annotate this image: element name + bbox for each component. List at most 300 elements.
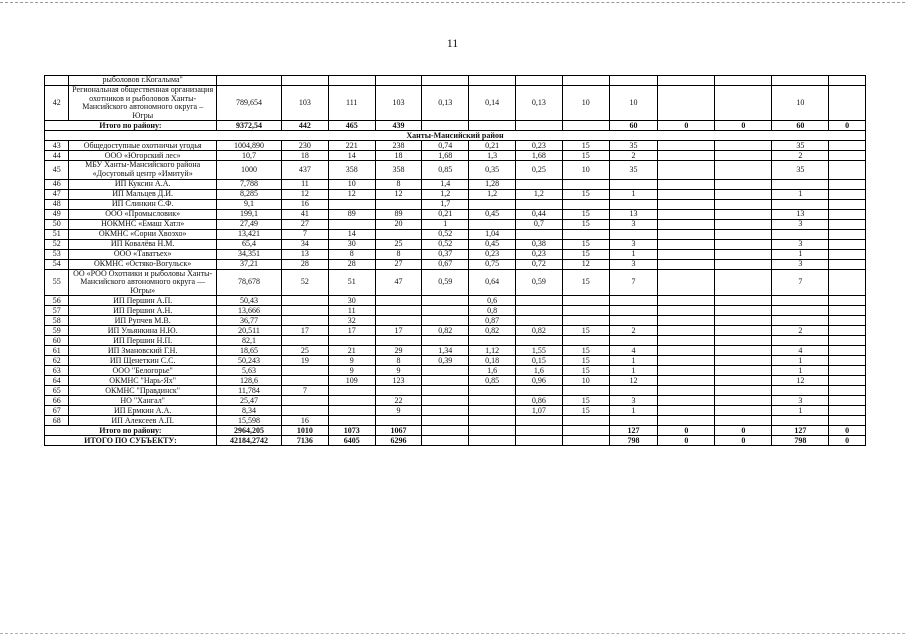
cell-c13 — [829, 316, 866, 326]
cell-c8: 15 — [562, 326, 609, 336]
cell-c7: 0,25 — [516, 161, 563, 179]
cell-c9: 2 — [609, 326, 658, 336]
cell-c9 — [609, 179, 658, 189]
cell-c8: 15 — [562, 239, 609, 249]
cell-c2 — [282, 336, 329, 346]
cell-c1: 27,49 — [216, 219, 281, 229]
cell-c3: 51 — [328, 269, 375, 296]
organization-name: ИП Першин Н.П. — [69, 336, 217, 346]
cell-c7: 1,6 — [516, 366, 563, 376]
row-number: 63 — [45, 366, 69, 376]
cell-c1: 13,666 — [216, 306, 281, 316]
row-number: 56 — [45, 296, 69, 306]
cell-c4: 22 — [375, 396, 422, 406]
organization-name: НО "Хангал" — [69, 396, 217, 406]
cell-c10 — [658, 141, 715, 151]
cell-c6: 1,3 — [469, 151, 516, 161]
cell-c4: 9 — [375, 366, 422, 376]
table-row — [45, 376, 866, 386]
cell-c10 — [658, 161, 715, 179]
cell-c10 — [658, 366, 715, 376]
cell-c9: 3 — [609, 219, 658, 229]
cell-c13 — [829, 141, 866, 151]
row-number: 47 — [45, 189, 69, 199]
table-row — [45, 416, 866, 426]
organization-name: ИП Куксин А.А. — [69, 179, 217, 189]
cell-c10 — [658, 189, 715, 199]
cell-c5 — [422, 121, 469, 131]
cell-c8 — [562, 121, 609, 131]
cell-c2: 52 — [282, 269, 329, 296]
cell-c10 — [658, 76, 715, 86]
cell-c6 — [469, 219, 516, 229]
cell-c2 — [282, 406, 329, 416]
organization-name: ИП Мальцев Д.И. — [69, 189, 217, 199]
cell-c2: 25 — [282, 346, 329, 356]
cell-c4: 103 — [375, 86, 422, 121]
cell-c11 — [715, 376, 772, 386]
cell-c4: 439 — [375, 121, 422, 131]
cell-c2: 28 — [282, 259, 329, 269]
cell-c1: 37,21 — [216, 259, 281, 269]
cell-c9 — [609, 76, 658, 86]
row-number: 52 — [45, 239, 69, 249]
cell-c11 — [715, 239, 772, 249]
cell-c5 — [422, 386, 469, 396]
cell-c13 — [829, 199, 866, 209]
cell-c8 — [562, 199, 609, 209]
cell-c5: 0,13 — [422, 86, 469, 121]
cell-c4 — [375, 336, 422, 346]
cell-c5 — [422, 336, 469, 346]
cell-c6 — [469, 396, 516, 406]
cell-c9 — [609, 336, 658, 346]
row-number: 62 — [45, 356, 69, 366]
table-row — [45, 336, 866, 346]
cell-c4: 123 — [375, 376, 422, 386]
table-row — [45, 209, 866, 219]
cell-c3: 9 — [328, 366, 375, 376]
cell-c8: 15 — [562, 189, 609, 199]
cell-c5: 0,37 — [422, 249, 469, 259]
cell-c5 — [422, 376, 469, 386]
cell-c10 — [658, 406, 715, 416]
cell-c8: 15 — [562, 209, 609, 219]
organization-name: ИП Першин А.Н. — [69, 306, 217, 316]
cell-c11 — [715, 161, 772, 179]
cell-c11 — [715, 179, 772, 189]
row-number: 67 — [45, 406, 69, 416]
cell-c13 — [829, 416, 866, 426]
cell-c2: 1010 — [282, 426, 329, 436]
organization-name: ОО «РОО Охотники и рыболовы Ханты-Мансийского автономного округа — Югры» — [69, 269, 217, 296]
cell-c12 — [772, 316, 829, 326]
cell-c5: 0,52 — [422, 229, 469, 239]
cell-c1: 9372,54 — [216, 121, 281, 131]
cell-c3: 89 — [328, 209, 375, 219]
cell-c12: 1 — [772, 249, 829, 259]
cell-c8: 15 — [562, 141, 609, 151]
organization-name: ИП Першин А.П. — [69, 296, 217, 306]
cell-c12: 3 — [772, 259, 829, 269]
cell-c7 — [516, 416, 563, 426]
cell-c9: 798 — [609, 436, 658, 446]
cell-c12: 12 — [772, 376, 829, 386]
cell-c3: 465 — [328, 121, 375, 131]
cell-c8: 10 — [562, 376, 609, 386]
cell-c11 — [715, 386, 772, 396]
cell-c11 — [715, 209, 772, 219]
cell-c5: 0,74 — [422, 141, 469, 151]
cell-c4 — [375, 416, 422, 426]
cell-c5: 0,85 — [422, 161, 469, 179]
cell-c3: 1073 — [328, 426, 375, 436]
cell-c4: 29 — [375, 346, 422, 356]
row-number: 49 — [45, 209, 69, 219]
cell-c10 — [658, 199, 715, 209]
total-row — [45, 121, 866, 131]
total-label: ИТОГО ПО СУБЪЕКТУ: — [45, 436, 217, 446]
cell-c1: 199,1 — [216, 209, 281, 219]
cell-c3: 6405 — [328, 436, 375, 446]
cell-c12: 798 — [772, 436, 829, 446]
organization-name: ИП Алексеев А.П. — [69, 416, 217, 426]
cell-c3: 14 — [328, 229, 375, 239]
table-row — [45, 269, 866, 296]
cell-c3: 30 — [328, 296, 375, 306]
cell-c5: 0,82 — [422, 326, 469, 336]
cell-c8: 15 — [562, 356, 609, 366]
cell-c6: 1,28 — [469, 179, 516, 189]
cell-c9: 1 — [609, 249, 658, 259]
page-number: 11 — [446, 36, 459, 50]
cell-c3 — [328, 396, 375, 406]
cell-c5 — [422, 306, 469, 316]
cell-c10 — [658, 326, 715, 336]
cell-c10 — [658, 269, 715, 296]
hunting-limits-table — [44, 75, 866, 446]
organization-name: ИП Змановский Г.Н. — [69, 346, 217, 356]
cell-c7 — [516, 306, 563, 316]
organization-name: Региональная общественная организация охотников и рыболовов Ханты-Мансийского автономного округа – Югры — [69, 86, 217, 121]
cell-c1: 5,63 — [216, 366, 281, 376]
row-number: 55 — [45, 269, 69, 296]
cell-c9: 7 — [609, 269, 658, 296]
cell-c12: 35 — [772, 141, 829, 151]
cell-c1: 789,654 — [216, 86, 281, 121]
row-number: 42 — [45, 86, 69, 121]
cell-c13 — [829, 406, 866, 416]
cell-c6: 0,87 — [469, 316, 516, 326]
cell-c7: 0,86 — [516, 396, 563, 406]
cell-c9: 12 — [609, 376, 658, 386]
cell-c4: 238 — [375, 141, 422, 151]
organization-name: ООО «Промысловик» — [69, 209, 217, 219]
cell-c5 — [422, 436, 469, 446]
cell-c4: 27 — [375, 259, 422, 269]
cell-c4 — [375, 316, 422, 326]
cell-c6: 0,85 — [469, 376, 516, 386]
cell-c12 — [772, 386, 829, 396]
scan-edge-bottom — [0, 633, 905, 634]
cell-c11 — [715, 356, 772, 366]
cell-c12: 1 — [772, 189, 829, 199]
organization-name: ОКМНС «Остяко-Вогульск» — [69, 259, 217, 269]
cell-c4: 47 — [375, 269, 422, 296]
organization-name: ОКМНС "Правдинск" — [69, 386, 217, 396]
cell-c9: 3 — [609, 396, 658, 406]
cell-c7: 1,68 — [516, 151, 563, 161]
cell-c13 — [829, 326, 866, 336]
cell-c8: 15 — [562, 346, 609, 356]
cell-c7 — [516, 121, 563, 131]
cell-c10 — [658, 386, 715, 396]
cell-c6: 0,35 — [469, 161, 516, 179]
cell-c8: 15 — [562, 219, 609, 229]
cell-c4 — [375, 386, 422, 396]
table-row — [45, 161, 866, 179]
table-row — [45, 199, 866, 209]
cell-c10: 0 — [658, 426, 715, 436]
table-row — [45, 356, 866, 366]
cell-c13 — [829, 346, 866, 356]
cell-c10 — [658, 296, 715, 306]
cell-c10 — [658, 316, 715, 326]
cell-c8: 12 — [562, 259, 609, 269]
table-row — [45, 76, 866, 86]
cell-c13 — [829, 366, 866, 376]
cell-c4: 8 — [375, 179, 422, 189]
cell-c2: 103 — [282, 86, 329, 121]
row-number: 44 — [45, 151, 69, 161]
cell-c9: 127 — [609, 426, 658, 436]
cell-c9: 60 — [609, 121, 658, 131]
cell-c11 — [715, 269, 772, 296]
row-number: 64 — [45, 376, 69, 386]
table-row — [45, 259, 866, 269]
table-row — [45, 366, 866, 376]
table-row — [45, 219, 866, 229]
cell-c1: 8,285 — [216, 189, 281, 199]
cell-c13: 0 — [829, 121, 866, 131]
cell-c9 — [609, 316, 658, 326]
organization-name: ИП Ковалёва Н.М. — [69, 239, 217, 249]
cell-c9 — [609, 296, 658, 306]
cell-c2 — [282, 76, 329, 86]
table-row — [45, 86, 866, 121]
cell-c2 — [282, 296, 329, 306]
cell-c11: 0 — [715, 436, 772, 446]
cell-c3 — [328, 219, 375, 229]
cell-c2: 437 — [282, 161, 329, 179]
cell-c13 — [829, 86, 866, 121]
cell-c11 — [715, 396, 772, 406]
cell-c11 — [715, 366, 772, 376]
cell-c9 — [609, 306, 658, 316]
cell-c6: 1,6 — [469, 366, 516, 376]
cell-c10 — [658, 416, 715, 426]
cell-c8 — [562, 296, 609, 306]
cell-c2 — [282, 376, 329, 386]
cell-c13 — [829, 179, 866, 189]
cell-c7: 0,23 — [516, 249, 563, 259]
cell-c8 — [562, 229, 609, 239]
cell-c3: 21 — [328, 346, 375, 356]
cell-c2: 19 — [282, 356, 329, 366]
cell-c12 — [772, 296, 829, 306]
cell-c1: 9,1 — [216, 199, 281, 209]
cell-c8 — [562, 306, 609, 316]
scan-edge-top — [0, 2, 905, 3]
cell-c10: 0 — [658, 436, 715, 446]
cell-c5 — [422, 296, 469, 306]
cell-c12 — [772, 336, 829, 346]
cell-c10 — [658, 86, 715, 121]
cell-c8: 15 — [562, 366, 609, 376]
cell-c1: 78,678 — [216, 269, 281, 296]
cell-c5: 1,68 — [422, 151, 469, 161]
cell-c8 — [562, 426, 609, 436]
cell-c7: 0,23 — [516, 141, 563, 151]
table-row — [45, 229, 866, 239]
cell-c4: 6296 — [375, 436, 422, 446]
cell-c12: 3 — [772, 396, 829, 406]
cell-c7: 0,38 — [516, 239, 563, 249]
cell-c11 — [715, 406, 772, 416]
cell-c10 — [658, 239, 715, 249]
cell-c6: 1,2 — [469, 189, 516, 199]
cell-c13 — [829, 151, 866, 161]
organization-name: ИП Щенеткин С.С. — [69, 356, 217, 366]
cell-c2: 13 — [282, 249, 329, 259]
row-number: 50 — [45, 219, 69, 229]
cell-c5 — [422, 366, 469, 376]
cell-c3: 12 — [328, 189, 375, 199]
cell-c12: 2 — [772, 151, 829, 161]
cell-c11 — [715, 336, 772, 346]
cell-c9: 10 — [609, 86, 658, 121]
cell-c1: 50,43 — [216, 296, 281, 306]
cell-c3 — [328, 336, 375, 346]
cell-c13 — [829, 296, 866, 306]
cell-c2: 11 — [282, 179, 329, 189]
cell-c1: 128,6 — [216, 376, 281, 386]
cell-c11 — [715, 249, 772, 259]
table-row — [45, 346, 866, 356]
table-row — [45, 179, 866, 189]
cell-c1: 65,4 — [216, 239, 281, 249]
cell-c12: 1 — [772, 366, 829, 376]
cell-c4 — [375, 76, 422, 86]
cell-c9 — [609, 229, 658, 239]
cell-c2: 12 — [282, 189, 329, 199]
cell-c7: 0,72 — [516, 259, 563, 269]
cell-c10 — [658, 376, 715, 386]
cell-c13 — [829, 376, 866, 386]
cell-c11 — [715, 416, 772, 426]
cell-c6: 0,45 — [469, 209, 516, 219]
cell-c10 — [658, 306, 715, 316]
cell-c7 — [516, 76, 563, 86]
cell-c9: 35 — [609, 141, 658, 151]
cell-c11 — [715, 346, 772, 356]
cell-c12: 3 — [772, 219, 829, 229]
organization-name: рыболовов г.Когалыма" — [69, 76, 217, 86]
table-row — [45, 396, 866, 406]
table-row — [45, 141, 866, 151]
cell-c8: 10 — [562, 161, 609, 179]
row-number: 54 — [45, 259, 69, 269]
organization-name: ОКМНС "Нарь-Ях" — [69, 376, 217, 386]
cell-c6 — [469, 426, 516, 436]
table-row — [45, 386, 866, 396]
cell-c1: 1004,890 — [216, 141, 281, 151]
cell-c3: 109 — [328, 376, 375, 386]
cell-c12 — [772, 76, 829, 86]
cell-c6 — [469, 199, 516, 209]
cell-c2 — [282, 396, 329, 406]
row-number: 43 — [45, 141, 69, 151]
organization-name: ИП Ермкин А.А. — [69, 406, 217, 416]
table-row — [45, 316, 866, 326]
cell-c12 — [772, 306, 829, 316]
cell-c7 — [516, 426, 563, 436]
cell-c11 — [715, 76, 772, 86]
cell-c11 — [715, 151, 772, 161]
cell-c6: 0,23 — [469, 249, 516, 259]
cell-c6: 0,18 — [469, 356, 516, 366]
cell-c5: 1,4 — [422, 179, 469, 189]
cell-c6: 0,82 — [469, 326, 516, 336]
cell-c6 — [469, 386, 516, 396]
cell-c6 — [469, 406, 516, 416]
cell-c12: 10 — [772, 86, 829, 121]
cell-c11 — [715, 86, 772, 121]
cell-c8 — [562, 416, 609, 426]
section-title: Ханты-Мансийский район — [45, 131, 866, 141]
cell-c6 — [469, 76, 516, 86]
cell-c2: 16 — [282, 416, 329, 426]
organization-name: НОКМНС «Емаш Хатл» — [69, 219, 217, 229]
cell-c4: 358 — [375, 161, 422, 179]
table-row — [45, 249, 866, 259]
cell-c8: 10 — [562, 86, 609, 121]
cell-c2: 17 — [282, 326, 329, 336]
cell-c5: 1 — [422, 219, 469, 229]
cell-c10 — [658, 249, 715, 259]
cell-c12 — [772, 199, 829, 209]
cell-c4: 25 — [375, 239, 422, 249]
cell-c4: 8 — [375, 249, 422, 259]
cell-c2: 16 — [282, 199, 329, 209]
cell-c8 — [562, 436, 609, 446]
cell-c12: 60 — [772, 121, 829, 131]
cell-c9: 13 — [609, 209, 658, 219]
cell-c6: 0,45 — [469, 239, 516, 249]
cell-c2: 34 — [282, 239, 329, 249]
cell-c9 — [609, 386, 658, 396]
cell-c3: 9 — [328, 356, 375, 366]
cell-c7: 0,13 — [516, 86, 563, 121]
total-row — [45, 436, 866, 446]
cell-c3 — [328, 199, 375, 209]
cell-c3: 10 — [328, 179, 375, 189]
row-number: 61 — [45, 346, 69, 356]
cell-c11 — [715, 189, 772, 199]
cell-c12: 1 — [772, 406, 829, 416]
cell-c6 — [469, 336, 516, 346]
cell-c1: 11,784 — [216, 386, 281, 396]
